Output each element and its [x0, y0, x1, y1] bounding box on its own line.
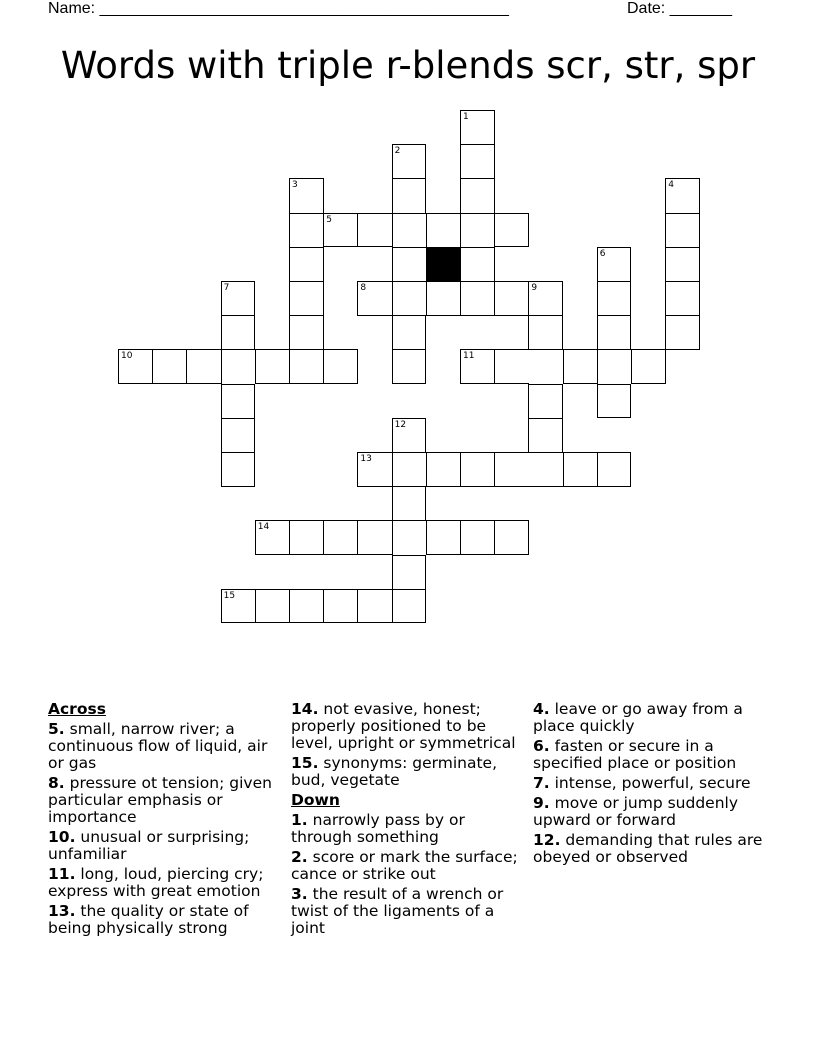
- grid-cell[interactable]: [357, 589, 392, 624]
- grid-cell[interactable]: [460, 520, 495, 555]
- clue-text: the result of a wrench or twist of the ligaments of a joint: [291, 885, 504, 937]
- grid-cell[interactable]: [289, 213, 324, 248]
- grid-cell[interactable]: [597, 315, 632, 350]
- down-heading: Down: [291, 791, 340, 809]
- grid-cell[interactable]: [392, 247, 427, 282]
- grid-cell[interactable]: [289, 315, 324, 350]
- grid-cell[interactable]: [528, 384, 563, 419]
- clue-number: 3.: [291, 885, 308, 903]
- clue-number: 8.: [48, 774, 65, 792]
- clue-number: 6.: [533, 737, 550, 755]
- clue-number-label: 5: [326, 214, 332, 225]
- clue-text: leave or go away from a place quickly: [533, 700, 743, 735]
- clue-number-label: 4: [668, 180, 674, 191]
- grid-cell[interactable]: [392, 589, 427, 624]
- clue-item: [48, 721, 284, 772]
- clue-list: [48, 721, 284, 937]
- grid-cell[interactable]: [323, 520, 358, 555]
- grid-cell[interactable]: [597, 349, 632, 384]
- grid-cell[interactable]: [460, 281, 495, 316]
- grid-cell[interactable]: [460, 213, 495, 248]
- grid-cell[interactable]: [528, 418, 563, 453]
- grid-cell[interactable]: [528, 281, 563, 316]
- clue-list: [291, 701, 529, 789]
- clue-item: [48, 866, 284, 900]
- grid-cell[interactable]: [665, 315, 700, 350]
- grid-cell[interactable]: [289, 247, 324, 282]
- grid-cell[interactable]: [392, 315, 427, 350]
- grid-cell[interactable]: [392, 452, 427, 487]
- clue-number-label: 9: [531, 283, 538, 293]
- grid-cell[interactable]: [323, 589, 358, 624]
- clue-text: move or jump suddenly upward or forward: [533, 794, 739, 829]
- grid-cell[interactable]: [494, 213, 529, 248]
- grid-cell[interactable]: [460, 144, 495, 179]
- clue-item: [533, 795, 773, 829]
- grid-cell[interactable]: [357, 452, 392, 487]
- grid-cell[interactable]: [289, 178, 324, 213]
- grid-cell[interactable]: [289, 589, 324, 624]
- grid-cell[interactable]: [426, 281, 461, 316]
- clue-item: [291, 849, 529, 883]
- grid-cell[interactable]: [152, 349, 187, 384]
- grid-cell[interactable]: [289, 520, 324, 555]
- across-heading: Across: [48, 700, 106, 718]
- grid-cell[interactable]: [665, 281, 700, 316]
- black-square: [426, 247, 461, 282]
- grid-cell[interactable]: [357, 520, 392, 555]
- grid-cell[interactable]: [392, 486, 427, 521]
- grid-cell[interactable]: [426, 452, 461, 487]
- page-title: Words with triple r-blends scr, str, spr: [60, 44, 756, 87]
- clue-number: 4.: [533, 700, 550, 718]
- clue-number: 7.: [533, 774, 550, 792]
- grid-cell[interactable]: [323, 349, 358, 384]
- grid-cell[interactable]: [460, 349, 495, 384]
- clue-item: [291, 886, 529, 937]
- grid-cell[interactable]: [528, 452, 563, 487]
- clue-number-label: 12: [394, 419, 407, 430]
- grid-cell[interactable]: [221, 452, 256, 487]
- clue-number-label: 14: [257, 522, 270, 533]
- clue-number-label: 1: [463, 112, 469, 122]
- grid-cell[interactable]: [426, 520, 461, 555]
- clue-number-label: 8: [360, 283, 367, 293]
- grid-cell[interactable]: [357, 281, 392, 316]
- clue-item: [533, 701, 773, 735]
- clue-text: small, narrow river; a continuous flow of liquid, air or gas: [48, 720, 268, 772]
- grid-cell[interactable]: [597, 452, 632, 487]
- clue-number: 11.: [48, 865, 76, 883]
- name-field-label: Name: ______________________________________________: [48, 0, 509, 17]
- grid-cell[interactable]: [597, 384, 632, 419]
- grid-cell[interactable]: [118, 349, 153, 384]
- date-field-label: Date: _______: [627, 0, 732, 17]
- clue-number-label: 13: [360, 454, 372, 464]
- grid-cell[interactable]: [460, 178, 495, 213]
- clue-text: intense, powerful, secure: [549, 774, 751, 792]
- clue-number-label: 15: [223, 590, 236, 601]
- grid-cell[interactable]: [255, 520, 290, 555]
- clue-number: 9.: [533, 794, 550, 812]
- grid-cell[interactable]: [494, 349, 529, 384]
- clue-number-label: 11: [463, 351, 475, 362]
- grid-cell[interactable]: [392, 213, 427, 248]
- clue-text: score or mark the surface; cance or strike out: [291, 848, 518, 883]
- clue-item: [48, 903, 284, 937]
- grid-cell[interactable]: [221, 589, 256, 624]
- clue-number: 12.: [533, 831, 561, 849]
- clue-list: [533, 701, 773, 866]
- clues-column-2: [291, 701, 529, 940]
- clue-text: the quality or state of being physically strong: [48, 902, 249, 937]
- clue-text: not evasive, honest; properly positioned to be level, upright or symmetrical: [291, 700, 516, 752]
- grid-cell[interactable]: [392, 555, 427, 590]
- grid-cell[interactable]: [221, 315, 256, 350]
- grid-cell[interactable]: [392, 349, 427, 384]
- clue-text: long, loud, piercing cry; express with great emotion: [48, 865, 264, 900]
- grid-cell[interactable]: [221, 349, 256, 384]
- grid-cell[interactable]: [255, 589, 290, 624]
- grid-cell[interactable]: [597, 247, 632, 282]
- grid-cell[interactable]: [665, 213, 700, 248]
- grid-cell[interactable]: [528, 349, 563, 384]
- clue-text: demanding that rules are obeyed or observed: [533, 831, 763, 866]
- clue-number: 1.: [291, 811, 308, 829]
- clue-number-label: 6: [599, 248, 606, 259]
- grid-cell[interactable]: [665, 247, 700, 282]
- grid-cell[interactable]: [392, 418, 427, 453]
- grid-cell[interactable]: [631, 349, 666, 384]
- clue-item: [291, 701, 529, 752]
- grid-cell[interactable]: [460, 452, 495, 487]
- grid-cell[interactable]: [357, 213, 392, 248]
- clue-text: unusual or surprising; unfamiliar: [48, 828, 250, 863]
- clue-text: narrowly pass by or through something: [291, 811, 465, 846]
- clue-number: 13.: [48, 902, 76, 920]
- grid-cell[interactable]: [221, 384, 256, 419]
- clue-number: 15.: [291, 754, 319, 772]
- grid-cell[interactable]: [665, 178, 700, 213]
- clues-column-1: [48, 701, 284, 940]
- clue-text: pressure ot tension; given particular emphasis or importance: [48, 774, 272, 826]
- grid-cell[interactable]: [494, 281, 529, 316]
- grid-cell[interactable]: [563, 452, 598, 487]
- grid-cell[interactable]: [289, 281, 324, 316]
- clue-item: [291, 755, 529, 789]
- clues-column-3: [533, 701, 773, 869]
- clue-number-label: 7: [223, 283, 230, 293]
- grid-cell[interactable]: [426, 213, 461, 248]
- grid-cell[interactable]: [392, 520, 427, 555]
- clue-number-label: 3: [292, 180, 298, 191]
- grid-cell[interactable]: [528, 315, 563, 350]
- clue-number: 5.: [48, 720, 65, 738]
- clue-item: [48, 829, 284, 863]
- clue-number: 2.: [291, 848, 308, 866]
- clue-text: synonyms: germinate, bud, vegetate: [291, 754, 498, 789]
- grid-cell[interactable]: [460, 247, 495, 282]
- clue-number-label: 10: [121, 351, 133, 362]
- clue-list: [291, 812, 529, 937]
- grid-cell[interactable]: [255, 349, 290, 384]
- grid-cell[interactable]: [563, 349, 598, 384]
- grid-cell[interactable]: [392, 144, 427, 179]
- clue-item: [48, 775, 284, 826]
- clue-number-label: 2: [394, 146, 401, 157]
- grid-cell[interactable]: [221, 418, 256, 453]
- clue-text: fasten or secure in a specified place or position: [533, 737, 737, 772]
- grid-cell[interactable]: [494, 452, 529, 487]
- grid-cell[interactable]: [597, 281, 632, 316]
- grid-cell[interactable]: [392, 178, 427, 213]
- clue-item: [533, 832, 773, 866]
- grid-cell[interactable]: [460, 110, 495, 145]
- grid-cell[interactable]: [186, 349, 221, 384]
- clue-number: 14.: [291, 700, 319, 718]
- grid-cell[interactable]: [392, 281, 427, 316]
- grid-cell[interactable]: [221, 281, 256, 316]
- grid-cell[interactable]: [323, 213, 358, 248]
- clue-item: [291, 812, 529, 846]
- clue-number: 10.: [48, 828, 76, 846]
- grid-cell[interactable]: [289, 349, 324, 384]
- grid-cell[interactable]: [494, 520, 529, 555]
- clue-item: [533, 738, 773, 772]
- clue-item: [533, 775, 773, 792]
